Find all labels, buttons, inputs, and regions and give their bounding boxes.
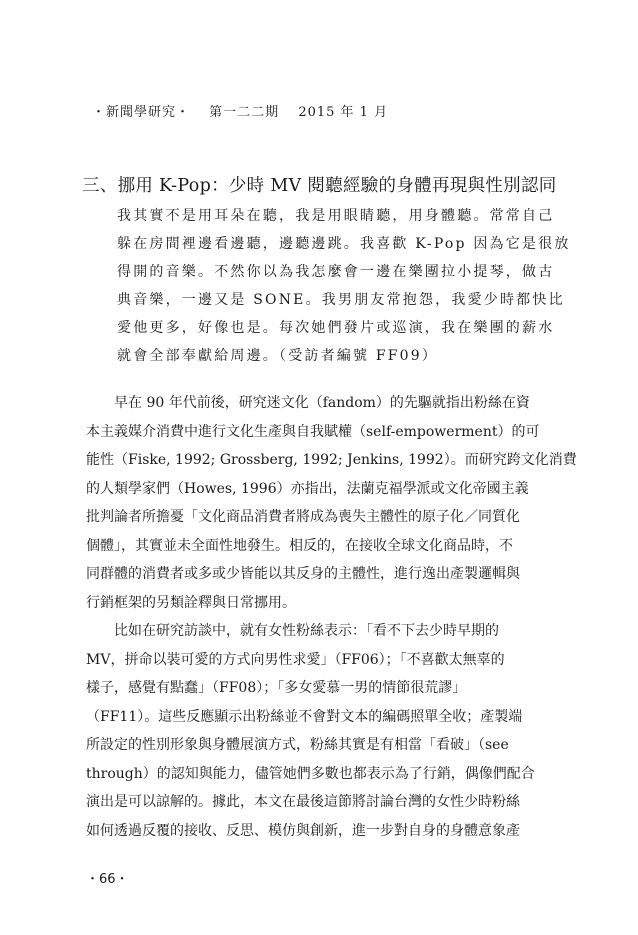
quote-line: 我其實不是用耳朵在聽，我是用眼睛聽，用身體聽。常常自己 — [117, 208, 555, 224]
block-quote — [117, 202, 571, 370]
body-line: through）的認知與能力，儘管她們多數也都表示為了行銷，偶像們配合 — [86, 765, 535, 782]
body-line: 個體」，其實並未全面性地發生。相反的，在接收全球文化商品時，不 — [86, 537, 513, 554]
body-line: 所設定的性別形象與身體展演方式，粉絲其實是有相當「看破」（see — [86, 737, 509, 753]
body-line: 比如在研究訪談中，就有女性粉絲表示：「看不下去少時早期的 — [86, 623, 499, 639]
body-line: MV，拼命以裝可愛的方式向男性求愛」（FF06）；「不喜歡太無辜的 — [86, 651, 505, 668]
quote-line: 典音樂，一邊又是 SONE。我男朋友常抱怨，我愛少時都快比 — [117, 292, 565, 308]
body-line: 批判論者所擔憂「文化商品消費者將成為喪失主體性的原子化／同質化 — [86, 509, 520, 525]
quote-line: 就會全部奉獻給周邊。（受訪者編號 FF09） — [117, 348, 439, 364]
body-line: 的人類學家們（Howes, 1996）亦指出，法蘭克福學派或文化帝國主義 — [86, 480, 529, 497]
quote-line: 愛他更多，好像也是。每次她們發片或巡演，我在樂團的薪水 — [117, 320, 555, 336]
section-title: 三、挪用 K-Pop：少時 MV 閱聽經驗的身體再現與性別認同 — [82, 176, 557, 196]
body-line: 演出是可以諒解的。據此，本文在最後這節將討論台灣的女性少時粉絲 — [86, 794, 520, 810]
body-line: 同群體的消費者或多或少皆能以其反身的主體性，進行逸出產製邏輯與 — [86, 566, 520, 582]
page-number: ・66・ — [86, 872, 129, 887]
journal-name: ・新聞學研究・ — [92, 105, 191, 120]
body-line: （FF11）。這些反應顯示出粉絲並不會對文本的編碼照單全收；產製端 — [86, 708, 523, 725]
running-header — [92, 101, 402, 120]
body-text — [86, 389, 577, 845]
issue-date: 2015 年 1 月 — [298, 105, 389, 120]
quote-line: 躲在房間裡邊看邊聽，邊聽邊跳。我喜歡 K-Pop 因為它是很放 — [117, 236, 571, 252]
body-line: 樣子，感覺有點蠢」（FF08）；「多女愛慕一男的情節很荒謬」 — [86, 680, 467, 696]
quote-line: 得開的音樂。不然你以為我怎麼會一邊在樂團拉小提琴，做古 — [117, 264, 555, 280]
body-line: 如何透過反覆的接收、反思、模仿與創新，進一步對自身的身體意象產 — [86, 822, 520, 839]
body-line: 行銷框架的另類詮釋與日常挪用。 — [86, 594, 296, 611]
body-line: 早在 90 年代前後，研究迷文化（fandom）的先驅就指出粉絲在資 — [86, 395, 530, 411]
issue-number: 第一二二期 — [209, 105, 280, 120]
body-line: 本主義媒介消費中進行文化生產與自我賦權（self-empowerment）的可 — [86, 423, 540, 440]
body-line: 能性（Fiske, 1992; Grossberg, 1992; Jenkins, 1992）。而研究跨文化消費 — [86, 452, 577, 468]
